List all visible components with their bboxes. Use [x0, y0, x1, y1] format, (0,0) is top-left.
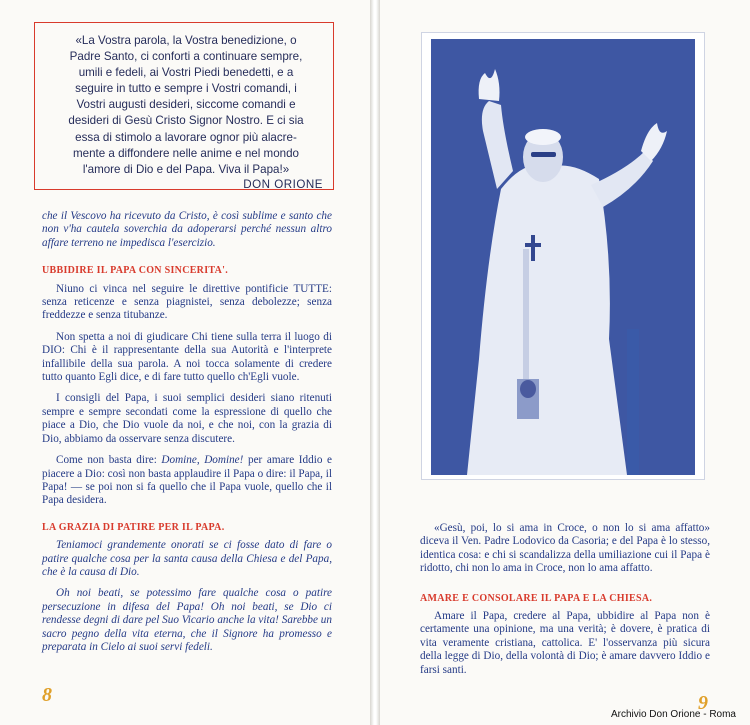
paragraph-text: Come non basta dire:	[56, 454, 162, 467]
quote-line: «La Vostra parola, la Vostra benedizione, o	[75, 34, 297, 47]
photo-frame	[421, 32, 705, 480]
paragraph: I consigli del Papa, i suoi semplici desideri siano ritenuti sempre e sempre secondati come la espressione di quello che piace a Dio, che Dio vuole da noi, e che noi, con la grazia di Dio, abbiamo da osservare senza discutere.	[42, 392, 332, 445]
intro-paragraph: che il Vescovo ha ricevuto da Cristo, è così sublime e santo che non v'ha cautela soverchia da adoperarsi perché nessun altro affare terreno ne impedisca l'esercizio.	[42, 210, 332, 249]
paragraph: Amare il Papa, credere al Papa, ubbidire al Papa non è certamente una opinione, ma una verità; è dovere, è pratica di vita veramente cristiana, cattolica. E' l'osservanza più sicura della legge di Dio, della volontà di Dio; è amare davvero Iddio e farsi santi.	[420, 610, 710, 676]
quote-line: Padre Santo, ci conforti a continuare sempre,	[69, 50, 303, 64]
book-gutter	[370, 0, 380, 725]
paragraph-text: per amare Iddio e piacere a Dio: così non basta applaudire il Papa o dire: il Papa, il Papa! — se poi non si fa quello che il Papa vuole, quello che il Papa desidera.	[42, 454, 332, 507]
quote-line: Vostri augusti desideri, siccome comandi e	[76, 98, 296, 112]
section-heading: LA GRAZIA DI PATIRE PER IL PAPA.	[42, 521, 225, 533]
page-number: 9	[698, 692, 708, 714]
archive-label: Archivio Don Orione - Roma	[610, 709, 736, 720]
quote-line: seguire in tutto e sempre i Vostri comandi, i	[75, 82, 297, 96]
quote-line: desideri di Gesù Cristo Signor Nostro. E ci sia	[68, 114, 304, 128]
page-number: 8	[42, 684, 52, 706]
paragraph	[42, 454, 332, 508]
quote-line: l'amore di Dio e del Papa. Viva il Papa!»	[82, 162, 290, 176]
quote-line: essa di stimolo a lavorare ognor più alacre-	[75, 130, 297, 144]
section-heading: UBBIDIRE IL PAPA CON SINCERITA'.	[42, 265, 229, 277]
quote-signature: DON ORIONE	[243, 177, 323, 191]
left-column-text	[42, 210, 332, 654]
quote-paragraph: «Gesù, poi, lo si ama in Croce, o non lo si ama affatto» diceva il Ven. Padre Lodovico da Casoria; e del Papa è lo stesso, identica cosa: e chi si scandalizza della umiliazione cui il Papa è ridotto, chi non lo ama in Croce, non lo ama affatto.	[420, 522, 710, 575]
section-heading: AMARE E CONSOLARE IL PAPA E LA CHIESA.	[420, 592, 653, 604]
right-column-text	[420, 522, 710, 677]
quote-line: umili e fedeli, ai Vostri Piedi benedetti, e a	[78, 66, 294, 80]
quote-line: mente a diffondere nelle anime e nel mondo	[72, 146, 300, 160]
paragraph-emphasis: Domine, Domine!	[161, 454, 244, 467]
don-orione-quote-box	[34, 22, 334, 190]
pope-figure-illustration	[431, 39, 695, 475]
pope-photo	[431, 39, 695, 475]
paragraph: Oh noi beati, se potessimo fare qualche cosa o patire persecuzione in difesa del Papa! Oh noi beati, se Dio ci rendesse degni di dare pel Suo Vicario anche la vita! Sarebbe un sacro pegno della vita eterna, che il Signore ha promesso e preparata in Cielo ai suoi servi fedeli.	[42, 587, 332, 653]
paragraph: Non spetta a noi di giudicare Chi tiene sulla terra il luogo di DIO: Chi è il rappresentante della sua Autorità e l'interprete infallibile della sua parola. A noi tocca solamente di credere tutto quanto Egli dice, e di fare tutto quello ch'Egli vuole.	[42, 330, 332, 384]
paragraph: Teniamoci grandemente onorati se ci fosse dato di fare o patire qualche cosa per la santa causa della Chiesa e del Papa, che è la causa di Dio.	[42, 539, 332, 578]
paragraph: Niuno ci vinca nel seguire le direttive pontificie TUTTE: senza reticenze e senza piagnistei, senza debolezze; senza freddezze e senza titubanze.	[42, 282, 332, 322]
